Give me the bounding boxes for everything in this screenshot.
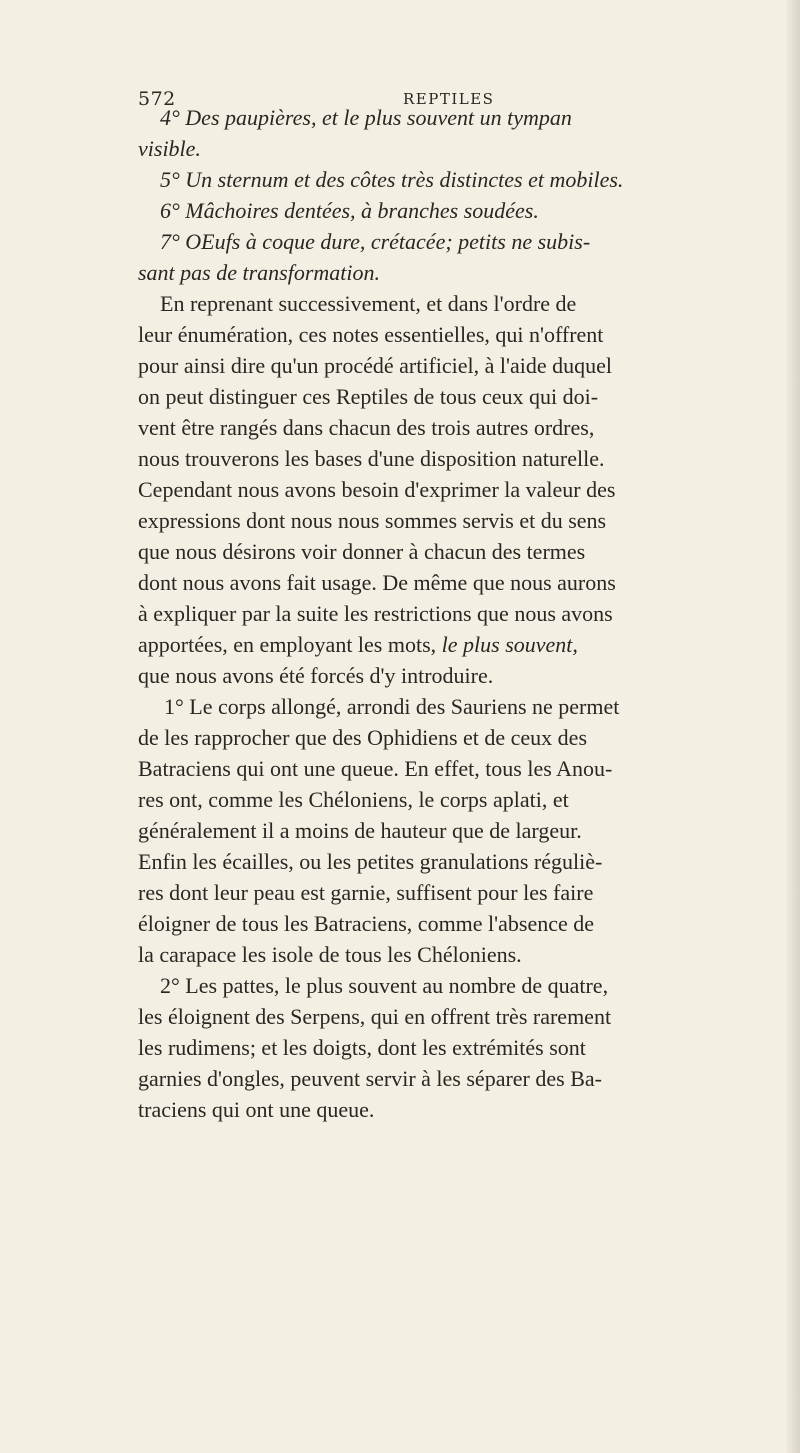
text-line: 1° Le corps allongé, arrondi des Sauriens ne permet (164, 694, 620, 719)
text-line: généralement il a moins de hauteur que de largeur. (138, 818, 582, 843)
text-line: vent être rangés dans chacun des trois autres ordres, (138, 415, 595, 440)
text-line: pour ainsi dire qu'un procédé artificiel, à l'aide duquel (138, 353, 613, 378)
text-line: 6° Mâchoires dentées, à branches soudées. (160, 198, 539, 223)
text-line: expressions dont nous nous sommes servis et du sens (138, 508, 607, 533)
text-line: la carapace les isole de tous les Chéloniens. (138, 942, 522, 967)
text-line: leur énumération, ces notes essentielles, qui n'offrent (138, 322, 604, 347)
text-line: 2° Les pattes, le plus souvent au nombre de quatre, (160, 973, 609, 998)
text-segment: apportées, en employant les mots, (138, 632, 437, 657)
text-line: les rudimens; et les doigts, dont les extrémités sont (138, 1035, 586, 1060)
text-line: que nous avons été forcés d'y introduire. (138, 663, 494, 688)
text-line (138, 629, 778, 660)
text-line: que nous désirons voir donner à chacun des termes (138, 539, 586, 564)
section-title: REPTILES (403, 90, 495, 108)
text-line: 4° Des paupières, et le plus souvent un tympan (160, 105, 572, 130)
text-line: res dont leur peau est garnie, suffisent pour les faire (138, 880, 594, 905)
body-text (138, 102, 778, 1125)
text-line: à expliquer par la suite les restrictions que nous avons (138, 601, 613, 626)
text-line: Enfin les écailles, ou les petites granulations réguliè- (138, 849, 603, 874)
page-number: 572 (138, 88, 176, 110)
text-line: on peut distinguer ces Reptiles de tous ceux qui doi- (138, 384, 599, 409)
text-line: traciens qui ont une queue. (138, 1097, 375, 1122)
italic-phrase: le plus souvent, (441, 632, 578, 657)
text-line: 5° Un sternum et des côtes très distinctes et mobiles. (160, 167, 624, 192)
text-line: sant pas de transformation. (138, 260, 381, 285)
text-line: 7° OEufs à coque dure, crétacée; petits ne subis- (160, 229, 591, 254)
text-line: En reprenant successivement, et dans l'ordre de (160, 291, 577, 316)
text-line: dont nous avons fait usage. De même que nous aurons (138, 570, 616, 595)
text-line: éloigner de tous les Batraciens, comme l'absence de (138, 911, 595, 936)
text-line: res ont, comme les Chéloniens, le corps aplati, et (138, 787, 569, 812)
text-line: de les rapprocher que des Ophidiens et de ceux des (138, 725, 588, 750)
text-line: Batraciens qui ont une queue. En effet, tous les Anou- (138, 756, 613, 781)
text-line: visible. (138, 136, 201, 161)
text-line: nous trouverons les bases d'une disposition naturelle. (138, 446, 605, 471)
text-line: les éloignent des Serpens, qui en offrent très rarement (138, 1004, 612, 1029)
text-line: Cependant nous avons besoin d'exprimer la valeur des (138, 477, 616, 502)
text-line: garnies d'ongles, peuvent servir à les séparer des Ba- (138, 1066, 602, 1091)
page-edge-shadow (786, 0, 800, 1453)
